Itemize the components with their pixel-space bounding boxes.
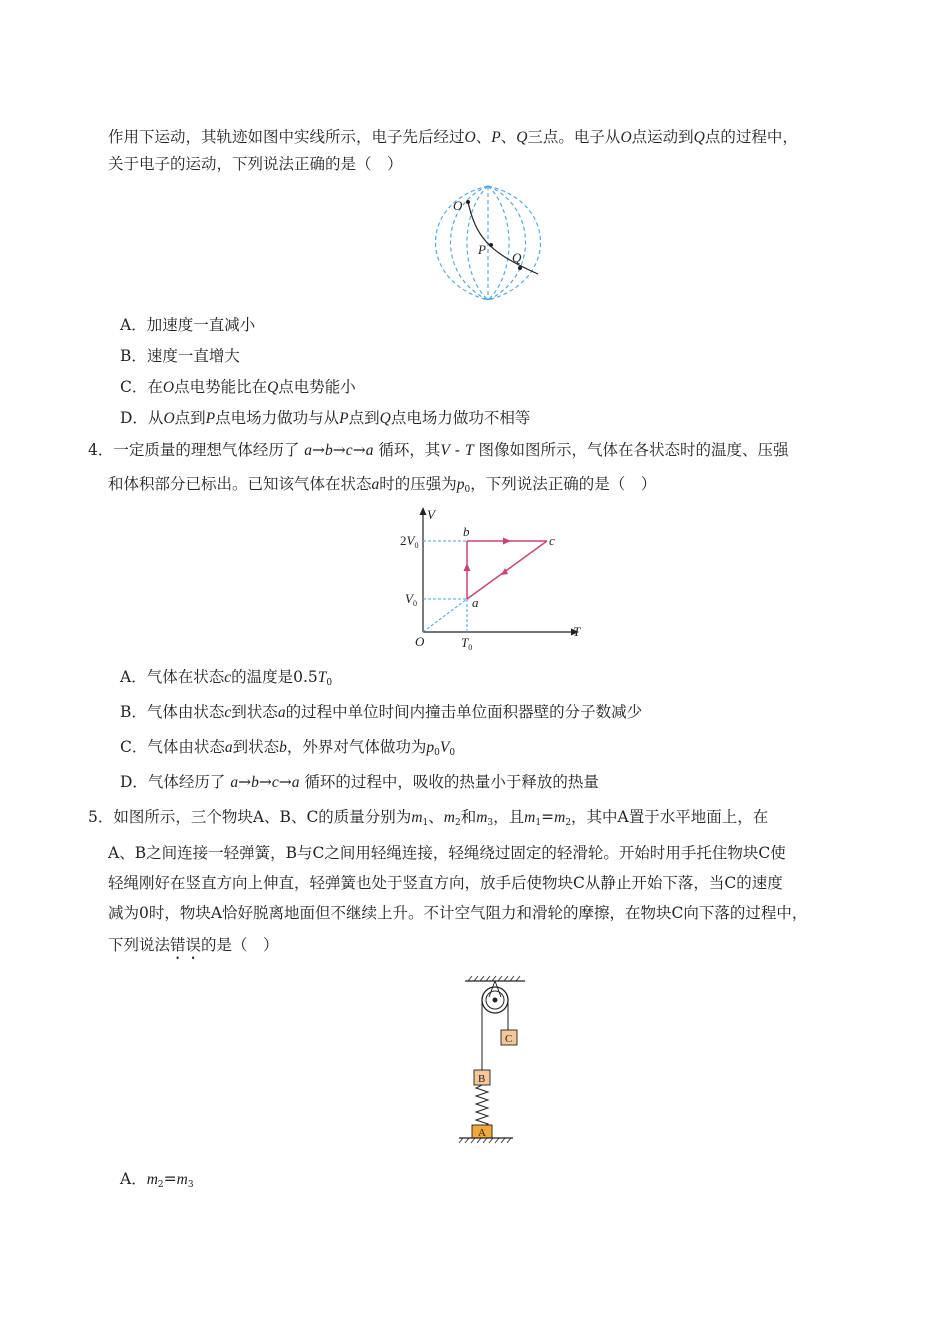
point-label-c: c [549, 533, 555, 548]
q4-option-c[interactable]: C．气体由状态a到状态b，外界对气体做功为$p_0V_0$ [120, 738, 456, 758]
axis-label-t: T [573, 624, 581, 639]
q4-vt-chart [395, 505, 595, 655]
q3-option-a[interactable]: A．加速度一直减小 [120, 316, 256, 334]
label-O: O [453, 198, 463, 213]
q4-option-a[interactable]: A．气体在状态c的温度是$0.5T_0$ [120, 668, 333, 688]
q5-stem-line4: 减为0时，物块A恰好脱离地面但不继续上升。不计空气阻力和滑轮的摩擦，在物块C向下落的过程中， [108, 904, 808, 922]
q3-field-figure [428, 182, 548, 304]
q3-option-d[interactable]: D．从O点到P点电场力做功与从P点到Q点电场力做功不相等 [120, 409, 531, 427]
q5-stem-line1: 5．如图所示，三个物块A、B、C的质量分别为$m_1$、$m_2$和$m_3$，且$m_1=m_2$，其中A置于水平地面上，在 [88, 808, 769, 828]
q4-stem-line1: 4．一定质量的理想气体经历了 a→b→c→a 循环，其V - T 图像如图所示，气体在各状态时的温度、压强 [88, 441, 789, 459]
q5-pulley-figure [455, 975, 530, 1147]
q4-option-d[interactable]: D．气体经历了 a→b→c→a 循环的过程中，吸收的热量小于释放的热量 [120, 773, 599, 791]
tick-t0: $T_0$ [461, 635, 473, 652]
tick-v0: $V_0$ [405, 591, 417, 608]
q5-stem-line5: 下列说法错误的是（ ） [108, 936, 279, 954]
segment-c-a [467, 541, 547, 599]
q3-stem-line1: 作用下运动，其轨迹如图中实线所示，电子先后经过O、P、Q三点。电子从O点运动到Q点的过程中， [108, 128, 798, 146]
block-a-label: A [478, 1127, 486, 1139]
point-label-b: b [463, 524, 470, 539]
label-Q: Q [512, 250, 522, 265]
q4-stem-line2: 和体积部分已标出。已知该气体在状态a时的压强为$p_0$，下列说法正确的是（ ） [108, 475, 657, 495]
q5-stem-line2: A、B之间连接一轻弹簧，B与C之间用轻绳连接，轻绳绕过固定的轻滑轮。开始时用手托住物块C使 [108, 844, 786, 862]
q5-option-a[interactable]: A．$m_2=m_3$ [120, 1170, 194, 1190]
block-c-label: C [505, 1033, 513, 1045]
point-label-a: a [472, 595, 479, 610]
q3-stem-line2: 关于电子的运动，下列说法正确的是（ ） [108, 155, 403, 173]
origin-label: O [415, 634, 425, 649]
label-P: P [478, 242, 486, 257]
q4-option-b[interactable]: B．气体由状态c到状态a的过程中单位时间内撞击单位面积器壁的分子数减少 [120, 703, 643, 721]
q5-stem-line3: 轻绳刚好在竖直方向上伸直，轻弹簧也处于竖直方向，放手后使物块C从静止开始下落，当C的速度 [108, 874, 783, 892]
tick-2v0: $2V_0$ [400, 533, 419, 550]
q3-option-b[interactable]: B．速度一直增大 [120, 347, 240, 365]
block-b-label: B [478, 1073, 486, 1085]
q3-option-c[interactable]: C．在O点电势能比在Q点电势能小 [120, 378, 356, 396]
axis-label-v: V [427, 507, 435, 522]
